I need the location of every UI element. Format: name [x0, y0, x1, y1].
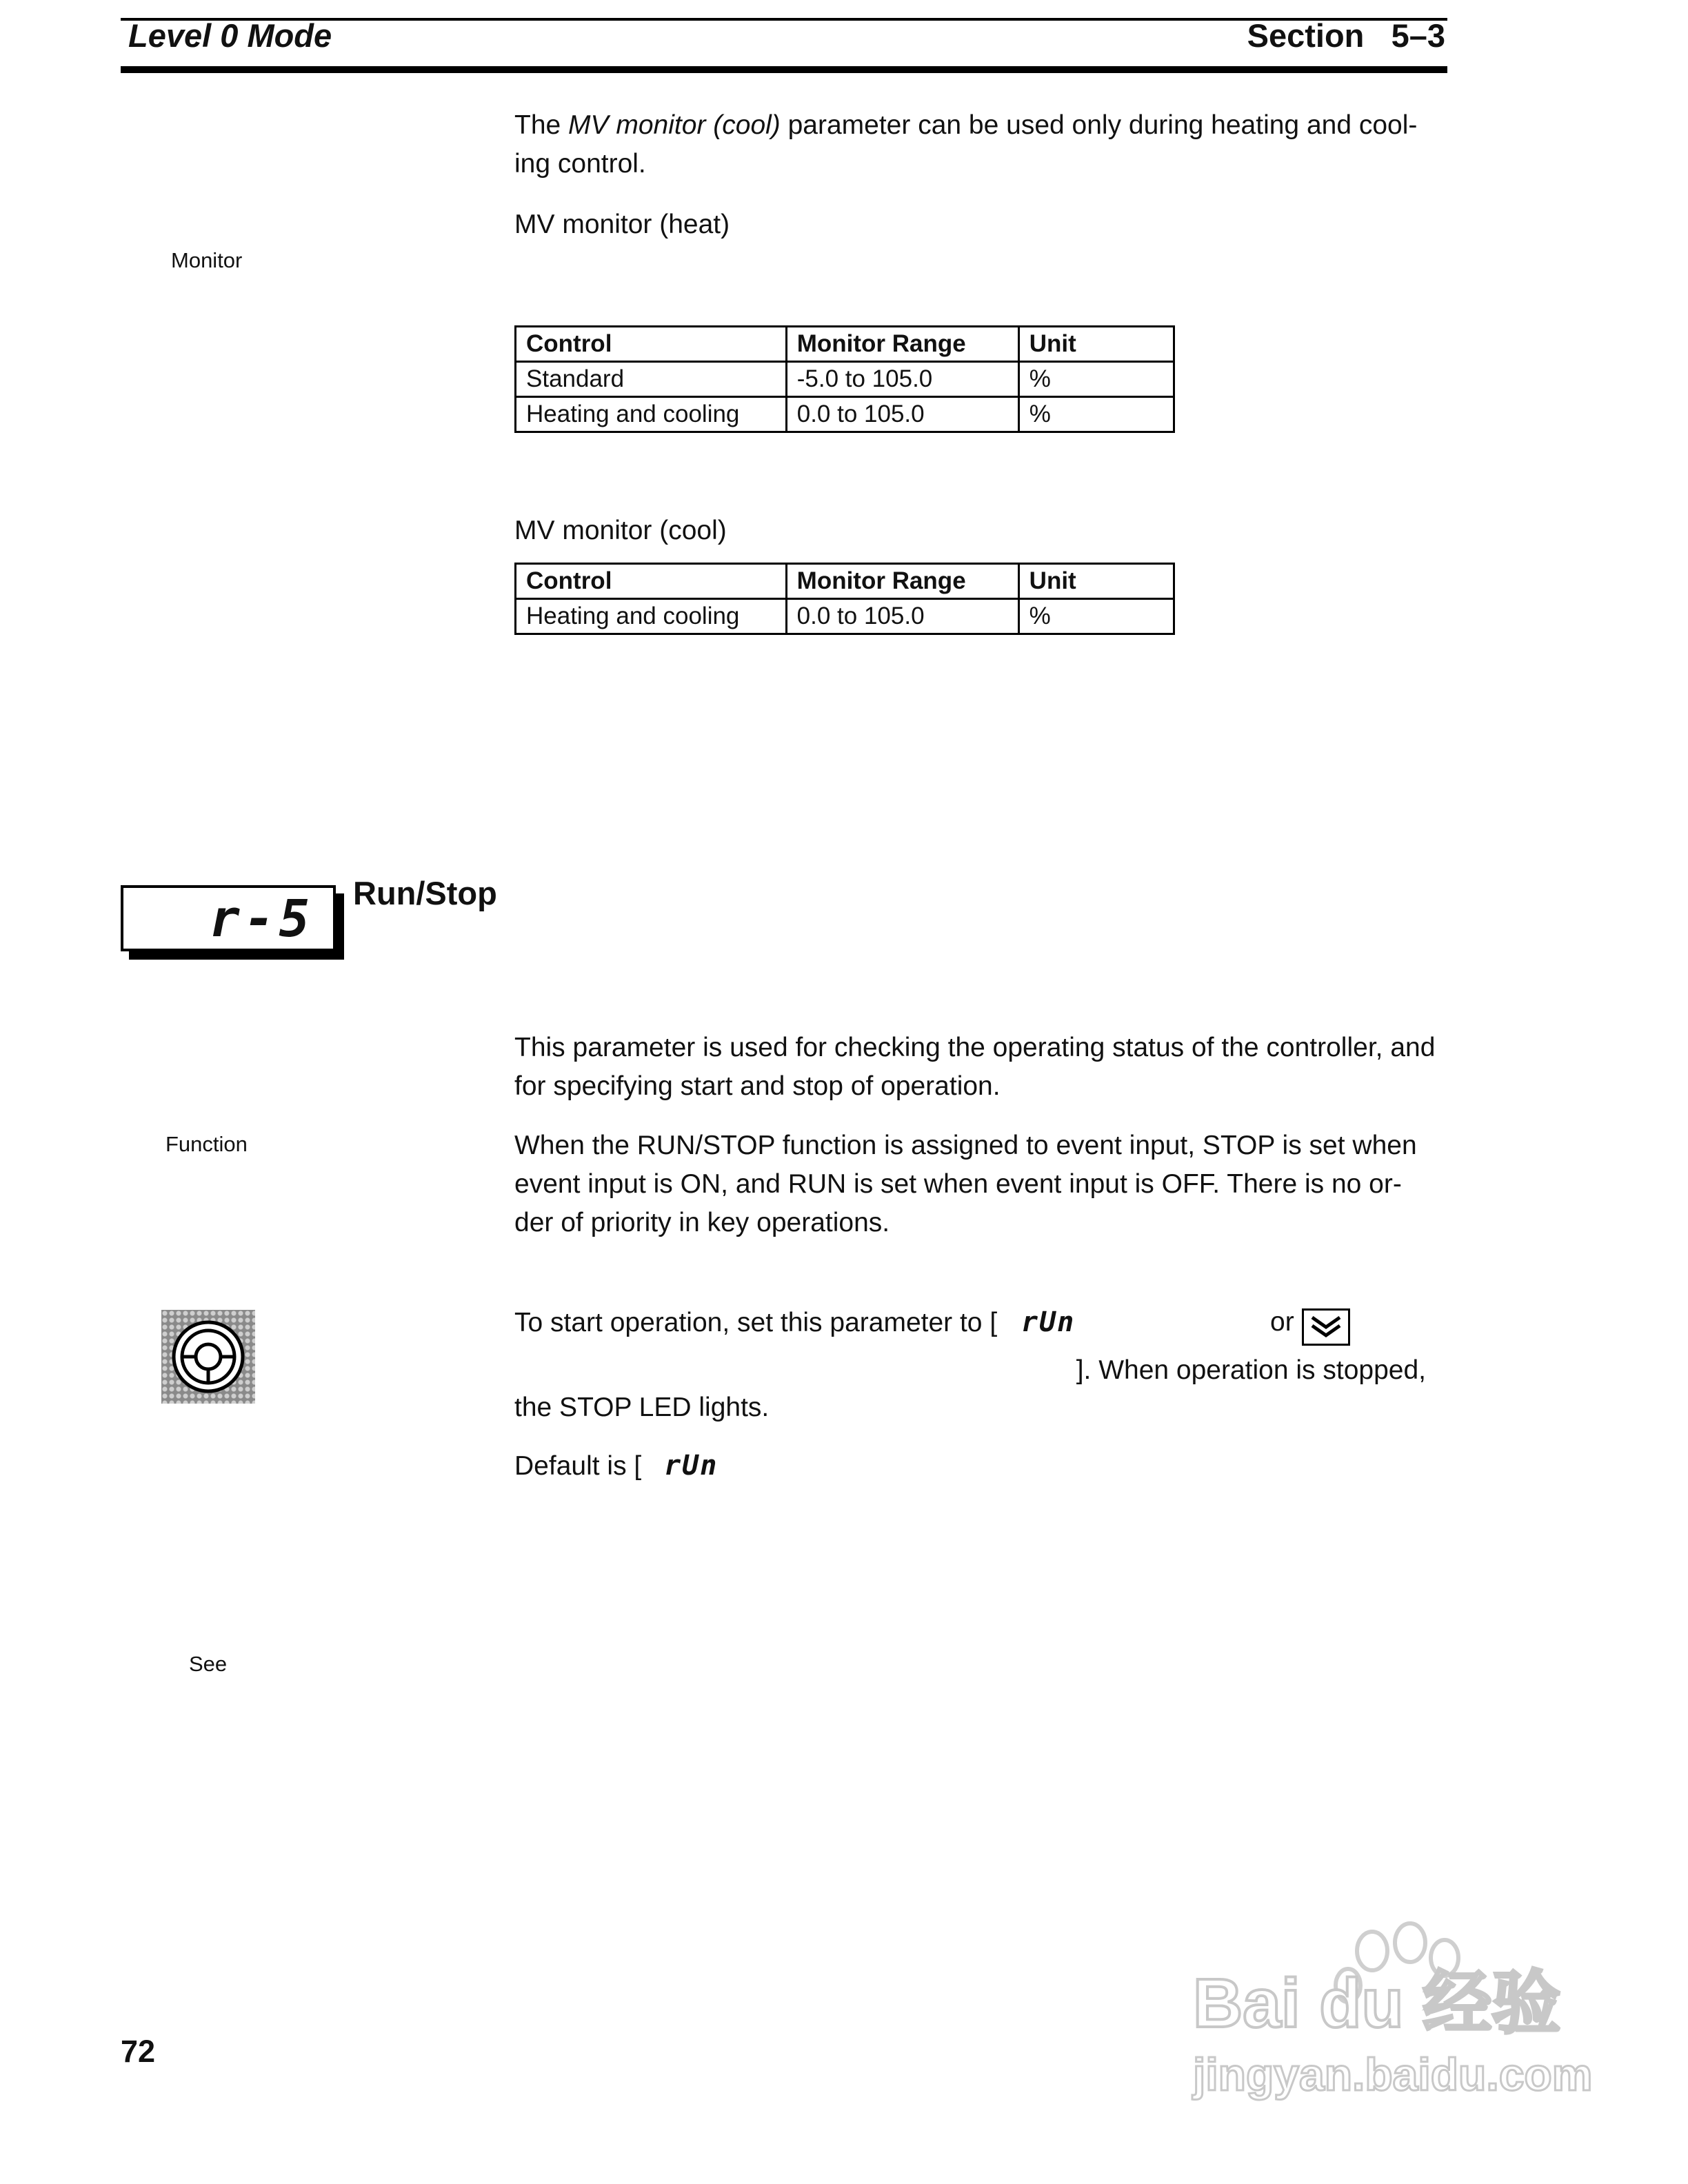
table-header-cell: Control: [516, 327, 787, 362]
header-rule-bottom: [121, 66, 1447, 73]
table-cool-title: MV monitor (cool): [514, 516, 727, 545]
stop-text: ]. When operation is stopped,: [1076, 1355, 1426, 1385]
intro-paragraph: [514, 106, 1438, 183]
watermark-url: jingyan.baidu.com: [1193, 2049, 1593, 2100]
table-cell: -5.0 to 105.0: [786, 362, 1018, 397]
table-row: [516, 362, 1174, 397]
table-heat-title: MV monitor (heat): [514, 210, 730, 239]
side-label-see: See: [189, 1652, 228, 1676]
table-mv-heat: [514, 325, 1175, 433]
page-number: 72: [121, 2034, 156, 2069]
table-cell: 0.0 to 105.0: [786, 599, 1018, 634]
intro-emphasis: MV monitor (cool): [568, 110, 781, 140]
table-header-cell: Unit: [1018, 564, 1174, 599]
table-header-cell: Monitor Range: [786, 564, 1018, 599]
table-cell: Standard: [516, 362, 787, 397]
table-cell: %: [1018, 599, 1174, 634]
start-text: To start operation, set this parameter to [: [514, 1308, 998, 1337]
table-cell: %: [1018, 397, 1174, 432]
table-header-cell: Control: [516, 564, 787, 599]
intro-text-before: The: [514, 110, 569, 140]
table-header-cell: Unit: [1018, 327, 1174, 362]
table-header-cell: Monitor Range: [786, 327, 1018, 362]
table-cell: 0.0 to 105.0: [786, 397, 1018, 432]
default-text: Default is [: [514, 1451, 642, 1481]
watermark-brand: Bai du 经验: [1193, 1965, 1561, 2042]
segment-display-code: r-5: [209, 889, 314, 949]
start-operation-line: [514, 1303, 1438, 1342]
table-cell: Heating and cooling: [516, 397, 787, 432]
run-stop-paragraph-1: This parameter is used for checking the operating status of the controller, and for specifying start and stop of operation.: [514, 1033, 1436, 1101]
intro-text-after: parameter can be used only during heating and cool-ing control.: [514, 110, 1418, 179]
run-stop-paragraph-2: When the RUN/STOP function is assigned to event input, STOP is set when event input is ON, and RUN is set when event input is OFF. There is no or-der of priority in key operations.: [514, 1131, 1417, 1237]
header-section-number: Section 5–3: [1247, 17, 1445, 54]
table-row: [516, 397, 1174, 432]
side-label-function: Function: [165, 1132, 248, 1156]
baidu-watermark-logo: [1172, 1910, 1600, 2116]
table-header-row: [516, 327, 1174, 362]
setting-key-icon: [161, 1310, 255, 1404]
or-text: or: [1270, 1307, 1294, 1337]
default-code-display: rUn: [664, 1450, 719, 1482]
stop-led-text: the STOP LED lights.: [514, 1393, 770, 1422]
down-key-icon: [1302, 1308, 1350, 1346]
table-row: [516, 599, 1174, 634]
run-code-display: rUn: [1021, 1306, 1076, 1338]
default-line: [514, 1446, 1438, 1486]
table-mv-cool: [514, 563, 1175, 635]
table-cell: Heating and cooling: [516, 599, 787, 634]
side-label-monitor: Monitor: [171, 248, 243, 272]
section-title-run-stop: Run/Stop: [353, 875, 497, 911]
table-header-row: [516, 564, 1174, 599]
table-cell: %: [1018, 362, 1174, 397]
header-chapter-title: Level 0 Mode: [128, 17, 332, 54]
segment-display-box: [121, 885, 336, 951]
